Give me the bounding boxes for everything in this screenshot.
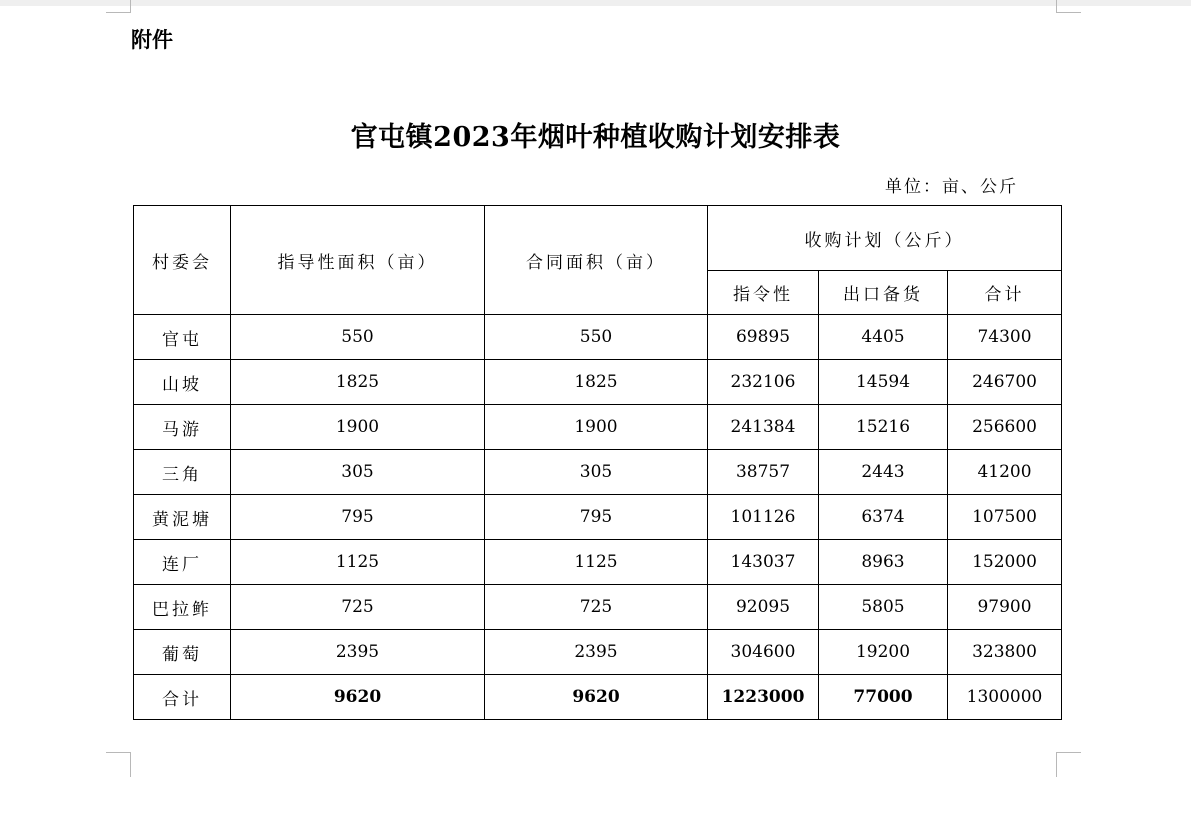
subtotal-cell: 256600 [948,405,1062,450]
header-export-reserve: 出口备货 [819,271,948,315]
document-title: 官屯镇2023年烟叶种植收购计划安排表 [350,122,841,153]
contract-area-cell: 1825 [485,360,708,405]
contract-area-cell: 2395 [485,630,708,675]
subtotal-cell: 97900 [948,585,1062,630]
village-cell: 葡萄 [134,630,231,675]
header-village: 村委会 [134,206,231,315]
directive-cell: 69895 [708,315,819,360]
plan-table [133,205,1062,720]
crop-mark-bottom-left [106,752,131,777]
header-contract-area: 合同面积（亩） [485,206,708,315]
page-top-strip [0,0,1191,6]
total-subtotal-cell: 1300000 [948,675,1062,720]
table-total-row [134,675,1062,720]
subtotal-cell: 74300 [948,315,1062,360]
header-subtotal: 合计 [948,271,1062,315]
directive-cell: 101126 [708,495,819,540]
attachment-label: 附件 [131,28,173,52]
table-row [134,585,1062,630]
guided-area-cell: 550 [231,315,485,360]
export-reserve-cell: 6374 [819,495,948,540]
contract-area-cell: 725 [485,585,708,630]
table-row [134,540,1062,585]
village-cell: 三角 [134,450,231,495]
village-cell: 山坡 [134,360,231,405]
directive-cell: 304600 [708,630,819,675]
subtotal-cell: 41200 [948,450,1062,495]
village-cell: 巴拉鲊 [134,585,231,630]
table-row [134,630,1062,675]
header-purchase-plan: 收购计划（公斤） [708,206,1062,271]
subtotal-cell: 323800 [948,630,1062,675]
guided-area-cell: 2395 [231,630,485,675]
table-row [134,360,1062,405]
directive-cell: 241384 [708,405,819,450]
unit-note: 单位：亩、公斤 [885,177,1018,197]
crop-mark-top-right [1056,0,1081,13]
subtotal-cell: 246700 [948,360,1062,405]
total-label-cell: 合计 [134,675,231,720]
guided-area-cell: 795 [231,495,485,540]
subtotal-cell: 152000 [948,540,1062,585]
contract-area-cell: 550 [485,315,708,360]
guided-area-cell: 1900 [231,405,485,450]
total-guided-area-cell: 9620 [231,675,485,720]
export-reserve-cell: 2443 [819,450,948,495]
crop-mark-top-left [106,0,131,13]
village-cell: 连厂 [134,540,231,585]
contract-area-cell: 1125 [485,540,708,585]
guided-area-cell: 1125 [231,540,485,585]
guided-area-cell: 1825 [231,360,485,405]
table-row [134,495,1062,540]
table-row [134,315,1062,360]
contract-area-cell: 305 [485,450,708,495]
total-export-reserve-cell: 77000 [819,675,948,720]
total-directive-cell: 1223000 [708,675,819,720]
export-reserve-cell: 8963 [819,540,948,585]
guided-area-cell: 305 [231,450,485,495]
directive-cell: 92095 [708,585,819,630]
table-row [134,405,1062,450]
directive-cell: 232106 [708,360,819,405]
crop-mark-bottom-right [1056,752,1081,777]
subtotal-cell: 107500 [948,495,1062,540]
total-contract-area-cell: 9620 [485,675,708,720]
header-directive: 指令性 [708,271,819,315]
export-reserve-cell: 19200 [819,630,948,675]
directive-cell: 38757 [708,450,819,495]
guided-area-cell: 725 [231,585,485,630]
export-reserve-cell: 15216 [819,405,948,450]
table-row [134,450,1062,495]
village-cell: 马游 [134,405,231,450]
export-reserve-cell: 14594 [819,360,948,405]
header-guided-area: 指导性面积（亩） [231,206,485,315]
village-cell: 官屯 [134,315,231,360]
village-cell: 黄泥塘 [134,495,231,540]
export-reserve-cell: 5805 [819,585,948,630]
contract-area-cell: 1900 [485,405,708,450]
directive-cell: 143037 [708,540,819,585]
export-reserve-cell: 4405 [819,315,948,360]
table-header-row [134,206,1062,271]
contract-area-cell: 795 [485,495,708,540]
